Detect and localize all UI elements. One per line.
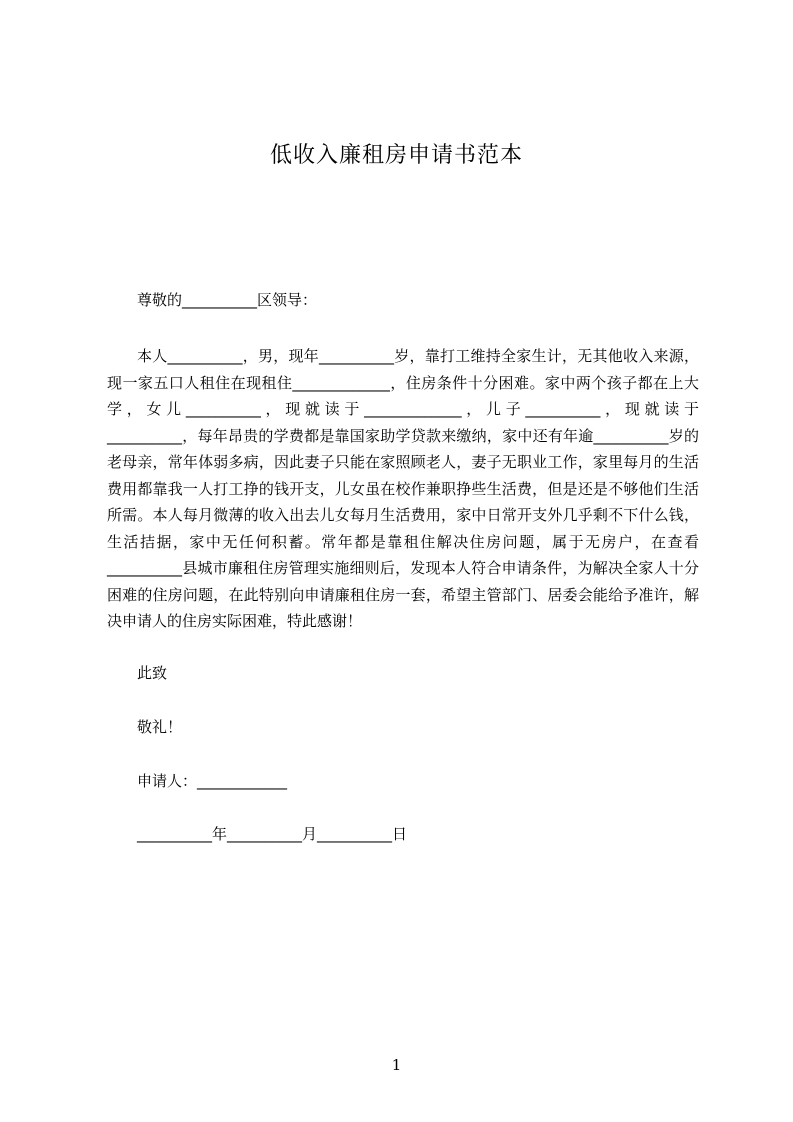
closing-line: 此致 bbox=[137, 664, 168, 682]
regards-line: 敬礼！ bbox=[137, 718, 183, 736]
date-line: __________年__________月__________日 bbox=[137, 825, 408, 843]
application-body: 本人__________，男，现年__________岁，靠打工维持全家生计，无其他收入来源，现一家五口人租住在现租住_____________，住房条件十分困难。家中两个孩子都在上大学，女儿__________，现就读于_____________，儿子__________，现就读于__________，每年昂贵的学费都是靠国家助学贷款来缴纳，家中还有年逾__________岁的老母亲，常年体弱多病，因此妻子只能在家照顾老人，妻子无职业工作，家里每月的生活费用都靠我一人打工挣的钱开支，儿女虽在校作兼职挣些生活费，但是还是不够他们生活所需。本人每月微薄的收入出去儿女每月生活费用，家中日常开支外几乎剩不下什么钱，生活拮据，家中无任何积蓄。常年都是靠租住解决住房问题，属于无房户，在查看__________县城市廉租住房管理实施细则后，发现本人符合申请条件，为解决全家人十分困难的住房问题，在此特别向申请廉租住房一套，希望主管部门、居委会能给予准许，解决申请人的住房实际困难，特此感谢！ bbox=[107, 347, 699, 630]
page-number: 1 bbox=[391, 1056, 402, 1074]
salutation-line: 尊敬的__________区领导： bbox=[137, 291, 318, 309]
applicant-signature-line: 申请人：____________ bbox=[137, 772, 288, 790]
document-title: 低收入廉租房申请书范本 bbox=[269, 143, 523, 168]
